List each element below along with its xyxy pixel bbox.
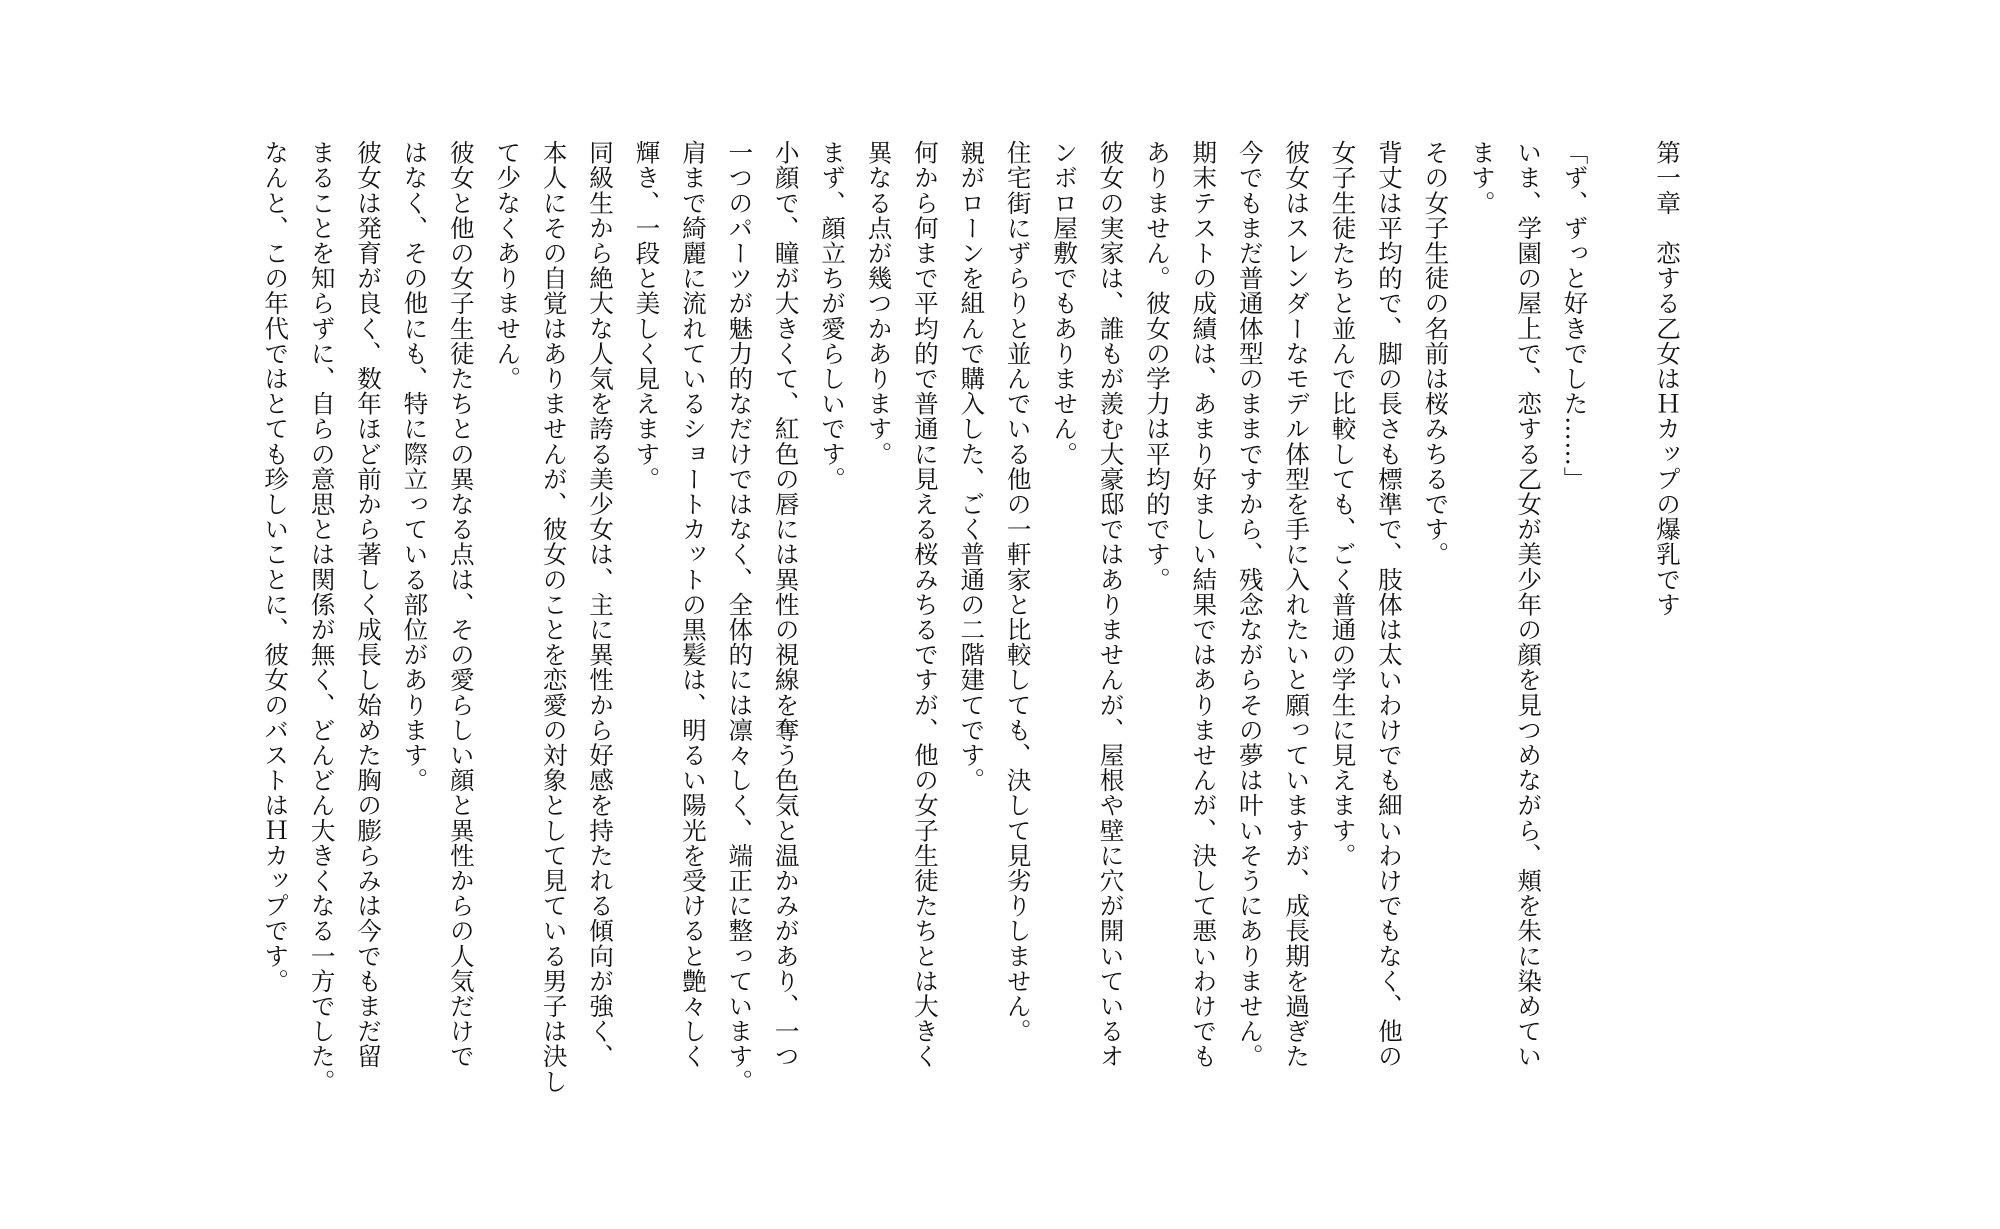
- text-line: 肩まで綺麗に流れているショートカットの黒髪は、明るい陽光を受けると艶々しく: [678, 140, 708, 1069]
- text-line: 何から何まで平均的で普通に見える桜みちるですが、他の女子生徒たちとは大きく: [910, 140, 940, 1069]
- text-line: はなく、その他にも、特に際立っている部位があります。: [400, 140, 430, 793]
- text-line: 異なる点が幾つかあります。: [864, 140, 894, 467]
- text-line: まることを知らずに、自らの意思とは関係が無く、どんどん大きくなる一方でした。: [307, 140, 337, 1094]
- text-line: 「ず、ずっと好きでした……」: [1560, 140, 1590, 492]
- text-line: 小顔で、瞳が大きくて、紅色の唇には異性の視線を奪う色気と温かみがあり、一つ: [771, 140, 801, 1069]
- text-line: ありません。彼女の学力は平均的です。: [1142, 140, 1172, 592]
- text-line: 彼女は発育が良く、数年ほど前から著しく成長し始めた胸の膨らみは今でもまだ留: [354, 140, 384, 1069]
- text-line: 今でもまだ普通体型のままですから、残念ながらその夢は叶いそうにありません。: [1235, 140, 1265, 1069]
- text-line: 女子生徒たちと並んで比較しても、ごく普通の学生に見えます。: [1328, 140, 1358, 868]
- text-line: 彼女と他の女子生徒たちとの異なる点は、その愛らしい顔と異性からの人気だけで: [446, 140, 476, 1069]
- text-line: まず、顔立ちが愛らしいです。: [818, 140, 848, 492]
- text-line: 背丈は平均的で、脚の長さも標準で、肢体は太いわけでも細いわけでもなく、他の: [1374, 140, 1404, 1069]
- text-line: 期末テストの成績は、あまり好ましい結果ではありませんが、決して悪いわけでも: [1189, 140, 1219, 1069]
- text-line: 彼女はスレンダーなモデル体型を手に入れたいと願っていますが、成長期を過ぎた: [1282, 140, 1312, 1069]
- text-line: ンボロ屋敷でもありません。: [1050, 140, 1080, 467]
- text-line: て少なくありません。: [493, 140, 523, 391]
- text-line: 彼女の実家は、誰もが羨む大豪邸ではありませんが、屋根や壁に穴が開いているオ: [1096, 140, 1126, 1069]
- text-line: 親がローンを組んで購入した、ごく普通の二階建てです。: [957, 140, 987, 793]
- text-line: 住宅街にずらりと並んでいる他の一軒家と比較しても、決して見劣りしません。: [1003, 140, 1033, 1044]
- vertical-text-body: [252, 140, 1690, 1140]
- text-line: その女子生徒の名前は桜みちるです。: [1421, 140, 1451, 567]
- chapter-title: 第一章 恋する乙女はＨカップの爆乳です: [1653, 140, 1682, 617]
- text-line: 一つのパーツが魅力的なだけではなく、全体的には凛々しく、端正に整っています。: [725, 140, 755, 1094]
- text-line: ます。: [1467, 140, 1497, 216]
- text-line: 輝き、一段と美しく見えます。: [632, 140, 662, 492]
- text-line: いま、学園の屋上で、恋する乙女が美少年の顔を見つめながら、頬を朱に染めてい: [1514, 140, 1544, 1069]
- text-line: 本人にその自覚はありませんが、彼女のことを恋愛の対象として見ている男子は決し: [539, 140, 569, 1094]
- text-line: 同級生から絶大な人気を誇る美少女は、主に異性から好感を持たれる傾向が強く、: [586, 140, 616, 1069]
- text-line: なんと、この年代ではとても珍しいことに、彼女のバストはＨカップです。: [261, 140, 291, 994]
